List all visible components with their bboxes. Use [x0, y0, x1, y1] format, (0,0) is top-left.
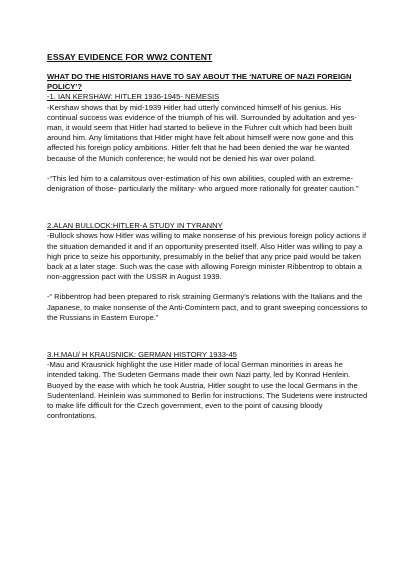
- section-quote-kershaw: -“This led him to a calamitous over-estimation of his own abilities, coupled with an extreme- denigration of those- particularly the military- who argued more rationally for greater caution.”: [47, 173, 359, 194]
- spacer: [47, 194, 369, 221]
- spacer: [47, 164, 369, 174]
- section-body-kershaw: -Kershaw shows that by mid-1939 Hitler had utterly convinced himself of his genius. His continual success was evidence of the triumph of his will. Surrounded by adultation and yes-man, it would seem that Hitler had started to believe in the Fuhrer cult which had been built around him. Any limitations that Hitler might have felt about himself were now gone and this affected his foreign policy ambitions. Hitler felt that he had been denied the war he wanted because of the Munich conference; he would not be denied his war over poland.: [47, 102, 357, 163]
- document-title: ESSAY EVIDENCE FOR WW2 CONTENT: [47, 52, 213, 62]
- section-heading-kershaw: -1. IAN KERSHAW: HITLER 1936-1945- NEMESIS: [47, 92, 220, 102]
- document-page: [47, 52, 369, 421]
- essay-question: WHAT DO THE HISTORIANS HAVE TO SAY ABOUT THE ‘NATURE OF NAZI FOREIGN POLICY’?: [47, 72, 352, 92]
- spacer: [47, 323, 369, 350]
- section-heading-bullock: 2.ALAN BULLOCK:HITLER-A STUDY IN TYRANNY: [47, 221, 223, 231]
- section-body-bullock: -Bullock shows how Hitler was willing to make nonsense of his previous foreign policy actions if the situation demanded it and if an opportunity presented itself. Also Hitler was willing to pay a high price to seize his opportunity, presumably in the belief that any price paid would be taken back at a later stage. Such was the case with allowing Foreign minister Ribbentrop to obtain a non-aggression pact with the USSR in August 1939.: [47, 231, 367, 282]
- section-heading-mau-krausnick: 3.H.MAU/ H KRAUSNICK: GERMAN HISTORY 1933-45: [47, 350, 237, 360]
- spacer: [47, 282, 369, 292]
- section-quote-bullock: -“ Ribbentrop had been prepared to risk straining Germany’s relations with the Italians and the Japanese, to make nonsense of the Anti-Comintern pact, and to grant sweeping concessions to the Russians in Eastern Europe.”: [47, 292, 368, 322]
- section-body-mau-krausnick: -Mau and Krausnick highlight the use Hitler made of local German minorities in areas he intended taking. The Sudeten Germans made their own Nazi party, led by Konrad Henlein. Buoyed by the ease with which he took Austria, Hitler sought to use the local Germans in the Sudentenland. Heinlein was summoned to Berlin for instructions. The Sudetens were instructed to make life difficult for the Czech government, even to the point of causing bloody confrontations.: [47, 360, 368, 421]
